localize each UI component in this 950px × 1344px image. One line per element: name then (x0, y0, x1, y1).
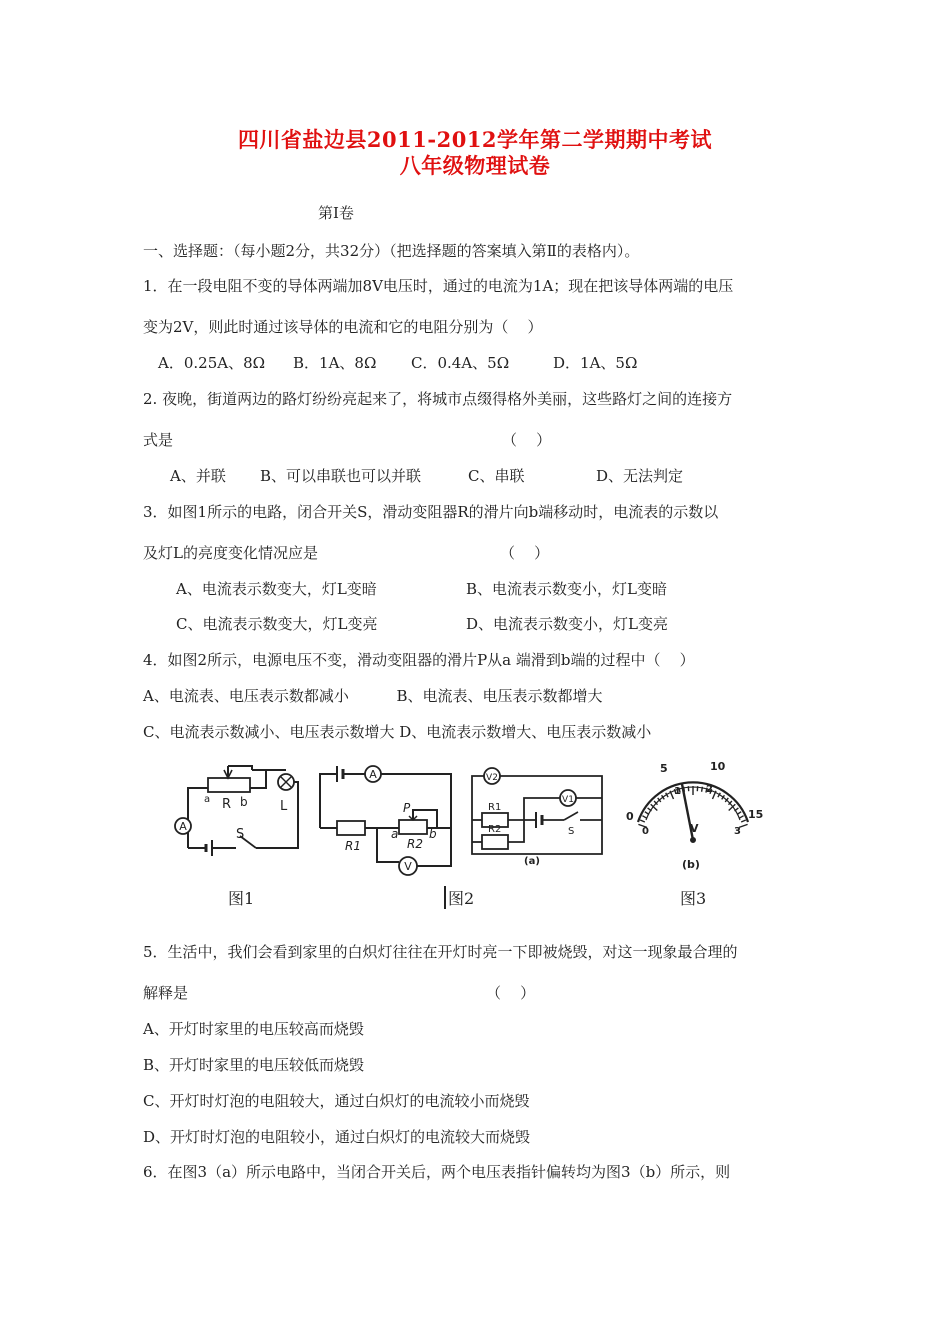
figure-2-R2-label: R2 (407, 837, 423, 851)
figure-3a-circuit (468, 766, 610, 866)
figure-1-lamp-label: L (280, 799, 288, 814)
question-1-option-a: A．0.25A、8Ω (158, 354, 266, 372)
question-3-option-a: A、电流表示数变大，灯L变暗 (176, 580, 377, 598)
figure-3a-caption: (a) (524, 856, 540, 866)
figure-2-voltmeter-label: V (404, 860, 412, 873)
dial-top-15: 15 (748, 808, 764, 821)
dial-bottom-0: 0 (642, 826, 649, 837)
dial-tick (645, 812, 649, 815)
dial-bottom-3: 3 (734, 826, 741, 837)
dial-top-5: 5 (660, 762, 668, 775)
figure-2-R1-label: R1 (345, 839, 361, 853)
dial-bottom-1: 1 (674, 786, 681, 797)
question-1-line1: 1．在一段电阻不变的导体两端加8V电压时，通过的电流为1A；现在把该导体两端的电压 (143, 277, 734, 295)
question-5-option-a: A、开灯时家里的电压较高而烧毁 (143, 1020, 364, 1038)
dial-unit: V (690, 822, 699, 835)
question-4-line2: A、电流表、电压表示数都减小 B、电流表、电压表示数都增大 (143, 687, 603, 705)
figure-1-circuit (168, 758, 310, 870)
figure-2-circuit (315, 758, 460, 882)
figure-3a-r2-label: R2 (488, 824, 502, 835)
figure-2-ammeter-label: A (369, 768, 377, 781)
figure-3b-caption: (b) (682, 858, 700, 871)
figure-3a-switch-label: S (568, 826, 575, 837)
question-1-option-b: B．1A、8Ω (293, 354, 377, 372)
figure-3a-v2-label: V2 (486, 773, 498, 783)
question-3-option-d: D、电流表示数变小，灯L变亮 (466, 615, 668, 633)
exam-title: 四川省盐边县2011-2012学年第二学期期中考试 (237, 127, 713, 152)
exam-subtitle: 八年级物理试卷 (399, 153, 551, 178)
question-3-paren: （ ） (500, 544, 550, 562)
question-2-option-d: D、无法判定 (596, 467, 684, 485)
dial-tick (737, 812, 741, 815)
question-4-line3: C、电流表示数减小、电压表示数增大 D、电流表示数增大、电压表示数减小 (143, 723, 652, 741)
question-2-paren: （ ） (502, 431, 552, 449)
dial-top-0: 0 (626, 810, 634, 823)
question-3-line1: 3．如图1所示的电路，闭合开关S，滑动变阻器R的滑片向b端移动时，电流表的示数以 (143, 503, 719, 521)
figure-3-caption: 图3 (680, 889, 707, 908)
dial-tick (642, 816, 646, 819)
dial-bottom-2: 2 (706, 784, 713, 795)
figure-2-P-label: P (403, 801, 411, 815)
question-2-line2: 式是 (143, 431, 174, 449)
dial-tick (741, 820, 746, 822)
figure-2-b-label: b (429, 827, 437, 841)
question-5-option-c: C、开灯时灯泡的电阻较大，通过白炽灯的电流较小而烧毁 (143, 1092, 530, 1110)
question-4-line1: 4．如图2所示，电源电压不变，滑动变阻器的滑片P从a 端滑到b端的过程中（ ） (143, 651, 695, 669)
question-2-option-c: C、串联 (468, 467, 525, 485)
question-1-option-c: C．0.4A、5Ω (411, 354, 510, 372)
figure-1-switch-label: S (236, 827, 245, 842)
question-1-option-d: D．1A、5Ω (553, 354, 638, 372)
dial-tick (640, 820, 645, 822)
figure-2-a-label: a (391, 827, 399, 841)
figure-1-ammeter-label: A (179, 820, 187, 833)
question-5-line1: 5．生活中，我们会看到家里的白炽灯往往在开灯时亮一下即被烧毁，对这一现象最合理的 (143, 943, 738, 961)
figure-1-a-label: a (204, 794, 211, 805)
question-3-line2: 及灯L的亮度变化情况应是 (143, 544, 318, 562)
figure-3b-voltmeter-dial (620, 760, 765, 872)
question-5-paren: （ ） (486, 984, 536, 1002)
question-6-line1: 6．在图3（a）所示电路中，当闭合开关后，两个电压表指针偏转均为图3（b）所示，则 (143, 1163, 731, 1181)
figure-1-R-label: R (222, 797, 232, 812)
dial-tick (702, 787, 703, 792)
question-3-option-c: C、电流表示数变大，灯L变亮 (176, 615, 378, 633)
figure-1-b-label: b (240, 795, 248, 809)
figure-3a-v1-label: V1 (562, 795, 574, 805)
volume-label: 第Ⅰ卷 (318, 204, 354, 222)
dial-tick (739, 816, 743, 819)
figure-3a-r1-label: R1 (488, 802, 502, 813)
question-2-option-b: B、可以串联也可以并联 (260, 467, 422, 485)
question-3-option-b: B、电流表示数变小，灯L变暗 (466, 580, 667, 598)
question-5-option-b: B、开灯时家里的电压较低而烧毁 (143, 1056, 365, 1074)
question-5-line2: 解释是 (143, 984, 189, 1002)
figure-2-caption: 图2 (444, 886, 474, 909)
dial-top-10: 10 (710, 760, 726, 773)
question-5-option-d: D、开灯时灯泡的电阻较小，通过白炽灯的电流较大而烧毁 (143, 1128, 531, 1146)
figure-1-caption: 图1 (228, 889, 255, 908)
section-heading: 一、选择题：（每小题2分，共32分）（把选择题的答案填入第Ⅱ的表格内）。 (143, 242, 640, 260)
question-2-line1: 2. 夜晚，街道两边的路灯纷纷亮起来了，将城市点缀得格外美丽，这些路灯之间的连接方 (143, 390, 733, 408)
question-2-option-a: A、并联 (170, 467, 226, 485)
question-1-line2: 变为2V，则此时通过该导体的电流和它的电阻分别为（ ） (143, 318, 543, 336)
